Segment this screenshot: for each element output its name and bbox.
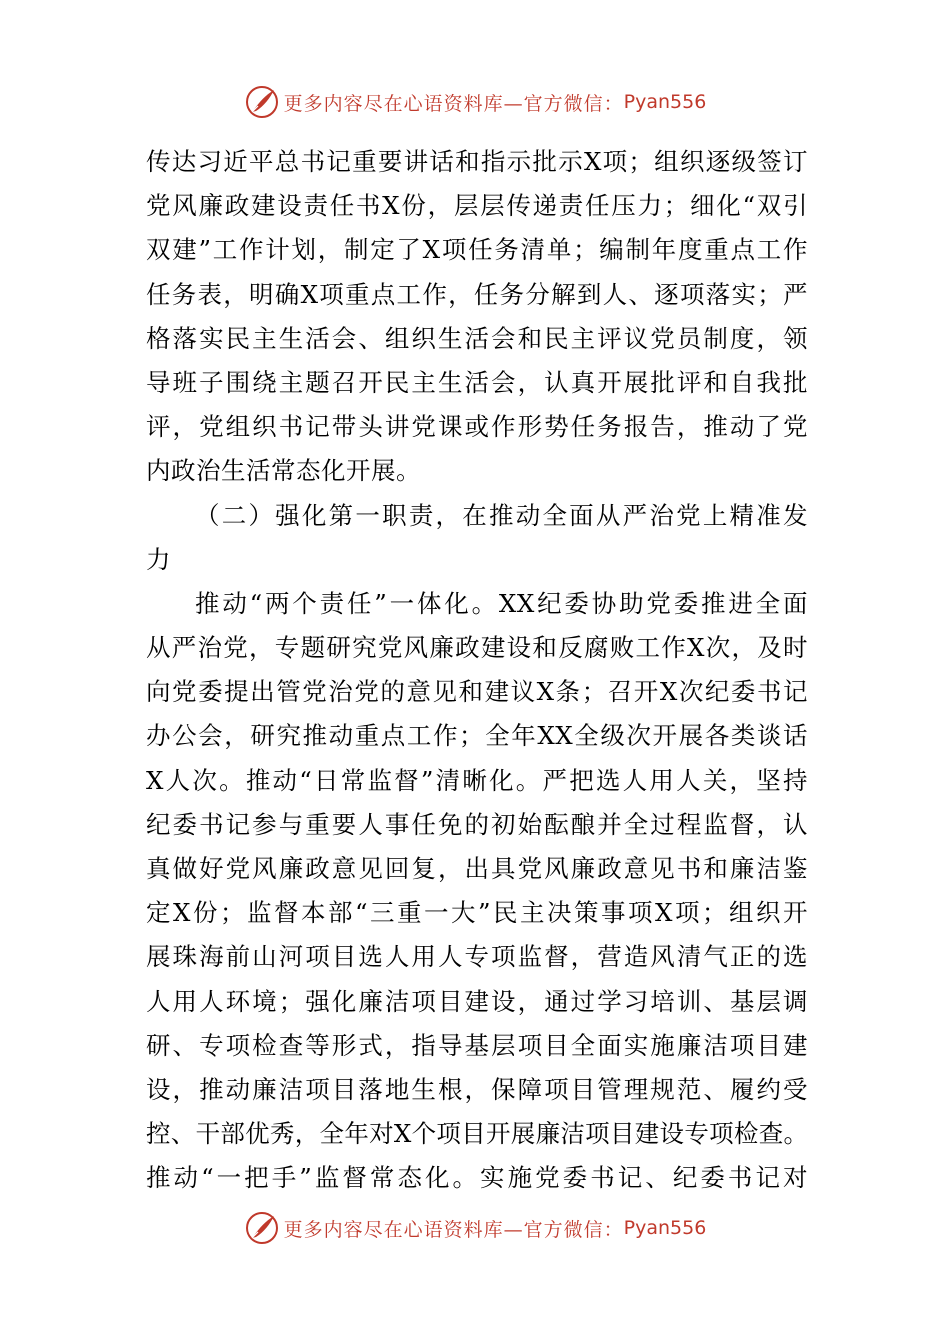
text-line: 评，党组织书记带头讲党课或作形势任务报告，推动了党 [146,412,808,442]
quill-pen-icon [244,1210,280,1246]
text-line: 真做好党风廉政意见回复，出具党风廉政意见书和廉洁鉴 [146,854,808,883]
text-line: 内政治生活常态化开展。 [146,456,421,486]
document-body [146,140,808,1201]
text-line: 传达习近平总书记重要讲话和指示批示X项；组织逐级签订 [146,147,808,176]
text-line: 纪委书记参与重要人事任免的初始酝酿并全过程监督，认 [146,809,808,839]
quill-pen-icon [244,84,280,120]
text-line: 定X份；监督本部“三重一大”民主决策事项X项；组织开 [146,898,808,928]
text-line: 任务表，明确X项重点工作，任务分解到人、逐项落实；严 [146,279,808,309]
text-line: 双建”工作计划，制定了X项任务清单；编制年度重点工作 [146,235,808,265]
text-line: 从严治党，专题研究党风廉政建设和反腐败工作X次，及时 [146,633,808,663]
text-line: 人用人环境；强化廉洁项目建设，通过学习培训、基层调 [146,986,808,1016]
text-line: 设，推动廉洁项目落地生根，保障项目管理规范、履约受 [146,1074,808,1104]
banner-text: 更多内容尽在心语资料库—官方微信： [283,1218,624,1241]
text-line: 导班子围绕主题召开民主生活会，认真开展批评和自我批 [146,367,808,397]
banner-wechat-id: Pyan556 [623,1217,707,1239]
watermark-banner-bottom [0,1208,950,1248]
text-line: 格落实民主生活会、组织生活会和民主评议党员制度，领 [146,323,808,353]
watermark-banner-top [0,82,950,122]
text-line: 研、专项检查等形式，指导基层项目全面实施廉洁项目建 [146,1030,808,1060]
banner-wechat-id: Pyan556 [623,91,707,113]
text-line: 党风廉政建设责任书X份，层层传递责任压力；细化“双引 [146,191,808,221]
section-heading: （二）强化第一职责，在推动全面从严治党上精准发 [195,500,808,530]
text-line: X人次。推动“日常监督”清晰化。严把选人用人关，坚持 [146,765,808,795]
text-line: 展珠海前山河项目选人用人专项监督，营造风清气正的选 [146,942,808,972]
section-heading-continuation: 力 [146,544,171,574]
text-line: 推动“两个责任”一体化。XX纪委协助党委推进全面 [195,588,808,618]
text-line: 办公会，研究推动重点工作；全年XX全级次开展各类谈话 [146,721,808,751]
text-line: 推动“一把手”监督常态化。实施党委书记、纪委书记对 [146,1163,808,1193]
banner-text: 更多内容尽在心语资料库—官方微信： [283,92,624,115]
text-line: 向党委提出管党治党的意见和建议X条；召开X次纪委书记 [146,677,808,707]
text-line: 控、干部优秀，全年对X个项目开展廉洁项目建设专项检查。 [146,1119,808,1149]
